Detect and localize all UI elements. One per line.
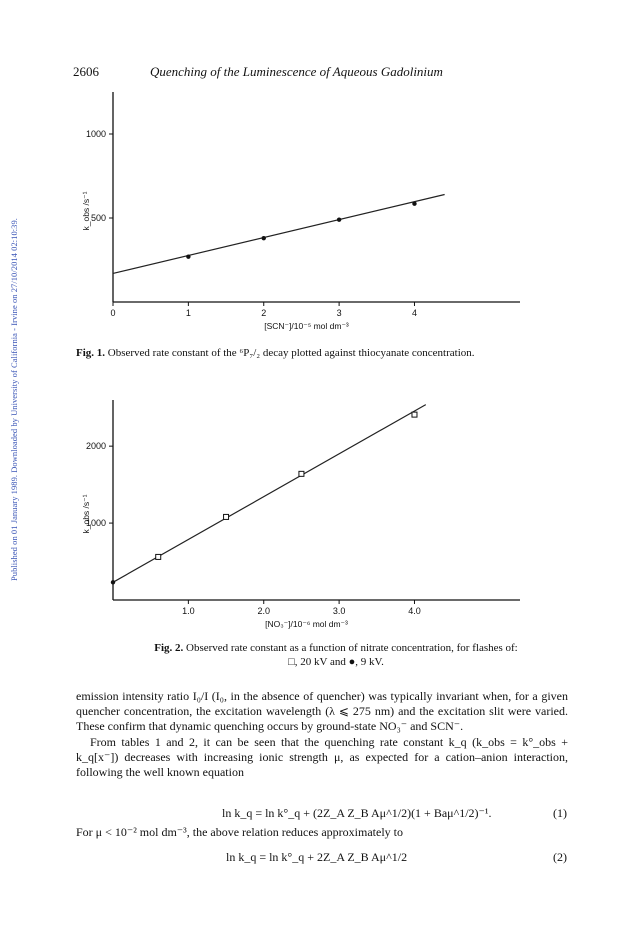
paragraph-2: From tables 1 and 2, it can be seen that the quenching rate constant k_q (k_obs = k°_obs + k_q[x⁻]) decreases with increasing ionic strength μ, as expected for a cation–anion interaction, following the well known equation <box>76 734 568 780</box>
data-point <box>111 580 115 584</box>
y-tick-label: 2000 <box>85 441 106 452</box>
x-tick-label: 4 <box>411 308 417 318</box>
x-tick-label: 2 <box>261 308 267 318</box>
data-point <box>299 471 304 476</box>
data-point <box>412 202 416 206</box>
figure-2-caption-label: Fig. 2. <box>154 642 184 654</box>
equation-2-number: (2) <box>553 850 567 864</box>
y-tick-label: 1000 <box>85 518 106 529</box>
equation-2: ln k_q = ln k°_q + 2Z_A Z_B Aμ^1/2 <box>226 850 408 864</box>
y-axis-label: k_obs /s⁻¹ <box>81 494 91 534</box>
paragraph-1: emission intensity ratio I₀/I (I₀, in the absence of quencher) was typically invariant when, for a given quencher concentration, the excitation wavelength (λ ⩽ 275 nm) and the excitation slit were varied. These confirm that dynamic quenching occurs by ground-state NO₃⁻ and SCN⁻. <box>76 689 568 734</box>
x-axis-label: [SCN⁻]/10⁻⁵ mol dm⁻³ <box>264 321 349 331</box>
x-tick-label: 1 <box>185 308 191 318</box>
y-tick-label: 1000 <box>85 129 106 139</box>
paragraph-3: For μ < 10⁻² mol dm⁻³, the above relation reduces approximately to <box>76 825 403 839</box>
data-point <box>156 554 161 559</box>
fit-line <box>113 194 445 273</box>
figure-1-caption-text: Observed rate constant of the ⁶P₇/₂ decay plotted against thiocyanate concentration. <box>107 347 475 359</box>
equation-1: ln k_q = ln k°_q + (2Z_A Z_B Aμ^1/2)(1 + Baμ^1/2)⁻¹. <box>222 806 492 820</box>
page-number: 2606 <box>73 64 99 79</box>
figure-1-chart <box>81 92 520 331</box>
equation-1-number: (1) <box>553 806 567 820</box>
data-point <box>262 236 266 240</box>
data-point <box>186 254 190 258</box>
x-axis-label: [NO₃⁻]/10⁻⁶ mol dm⁻³ <box>265 619 348 629</box>
figure-2-chart <box>81 400 520 629</box>
figure-1-caption-label: Fig. 1. <box>76 347 106 359</box>
x-tick-label: 1.0 <box>182 606 195 616</box>
x-tick-label: 0 <box>110 308 116 318</box>
body-text <box>76 689 568 780</box>
x-tick-label: 2.0 <box>257 606 270 616</box>
x-tick-label: 3.0 <box>332 606 346 616</box>
running-title: Quenching of the Luminescence of Aqueous Gadolinium <box>150 64 443 79</box>
y-axis-label: k_obs /s⁻¹ <box>81 191 91 231</box>
data-point <box>412 412 417 417</box>
data-point <box>224 514 229 519</box>
data-point <box>337 217 341 221</box>
figure-2-caption-text: Observed rate constant as a function of nitrate concentration, for flashes of: <box>186 642 518 654</box>
x-tick-label: 4.0 <box>408 606 421 616</box>
figure-1-caption <box>76 347 596 359</box>
figure-2-caption <box>76 641 596 669</box>
y-tick-label: 500 <box>90 213 106 223</box>
download-notice: Published on 01 January 1989. Downloaded by University of California - Irvine on 27/10/2014 02:10:39. <box>9 218 19 581</box>
x-tick-label: 3 <box>336 308 342 318</box>
figure-2-caption-legend: □, 20 kV and ●, 9 kV. <box>288 656 384 668</box>
